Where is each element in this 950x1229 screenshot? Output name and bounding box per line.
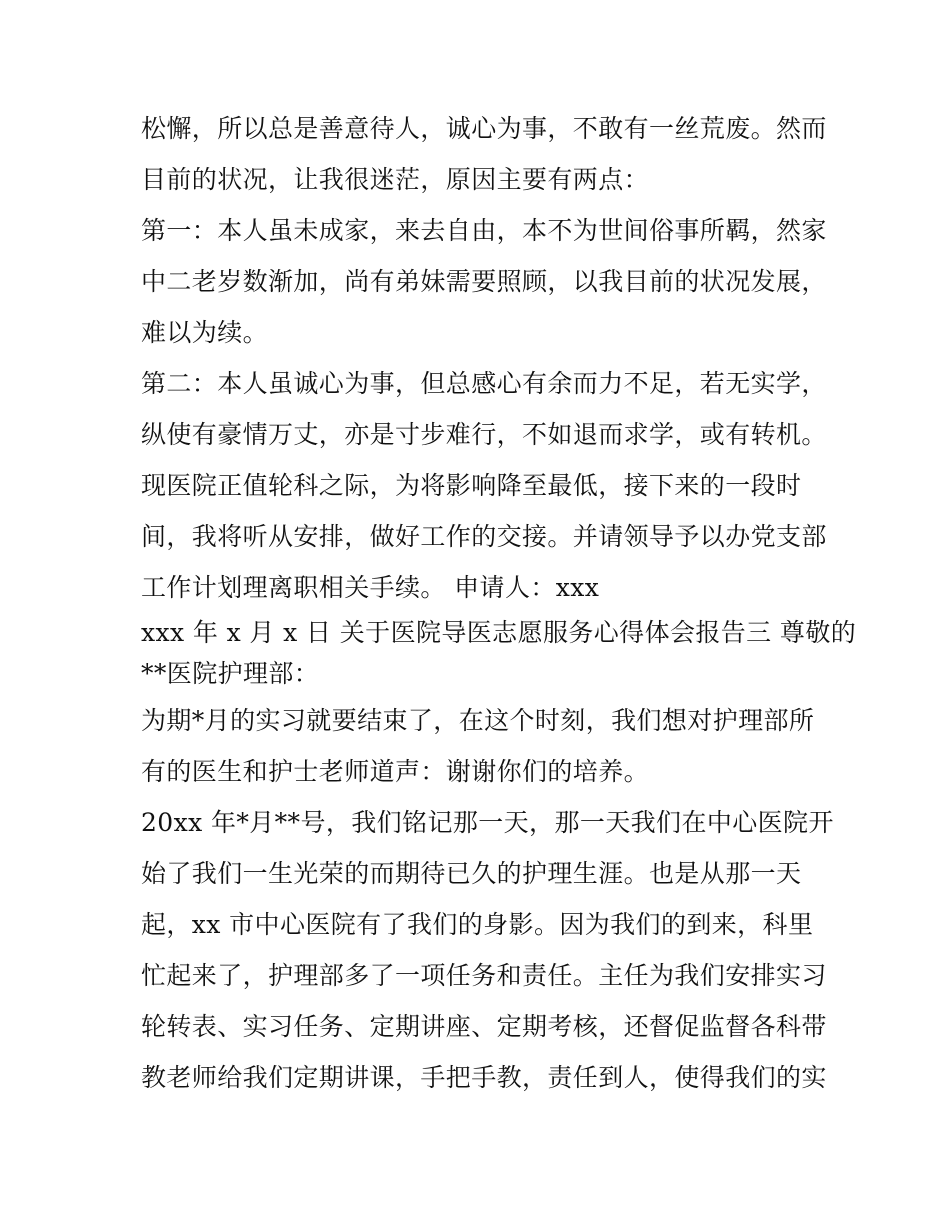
text-line: 忙起来了，护理部多了一项任务和责任。主任为我们安排实习 (141, 961, 827, 990)
text-line: 轮转表、实习任务、定期讲座、定期考核，还督促监督各科带 (141, 1012, 827, 1041)
text-line: 20xx 年*月**号，我们铭记那一天，那一天我们在中心医院开 (141, 808, 834, 837)
text-line: 现医院正值轮科之际，为将影响降至最低，接下来的一段时 (141, 471, 802, 500)
text-line: 有的医生和护士老师道声：谢谢你们的培养。 (141, 757, 650, 786)
text-line: 第一：本人虽未成家，来去自由，本不为世间俗事所羁，然家 (141, 216, 827, 245)
text-line: 难以为续。 (141, 318, 269, 347)
text-line: 起，xx 市中心医院有了我们的身影。因为我们的到来，科里 (141, 910, 814, 939)
text-line: 始了我们一生光荣的而期待已久的护理生涯。也是从那一天 (141, 859, 802, 888)
text-line: xxx 年 x 月 x 日 关于医院导医志愿服务心得体会报告三 尊敬的 (141, 618, 857, 647)
text-line: 教老师给我们定期讲课，手把手教，责任到人，使得我们的实 (141, 1063, 827, 1092)
text-line: 中二老岁数渐加，尚有弟妹需要照顾，以我目前的状况发展， (141, 267, 827, 296)
text-line: 松懈，所以总是善意待人，诚心为事，不敢有一丝荒废。然而 (141, 114, 827, 143)
text-line: **医院护理部： (141, 659, 320, 688)
text-line: 纵使有豪情万丈，亦是寸步难行，不如退而求学，或有转机。 (141, 420, 827, 449)
text-line: 间，我将听从安排，做好工作的交接。并请领导予以办党支部 (141, 522, 827, 551)
text-line: 第二：本人虽诚心为事，但总感心有余而力不足，若无实学， (141, 369, 827, 398)
text-line: 目前的状况，让我很迷茫，原因主要有两点： (141, 165, 650, 194)
text-line: 为期*月的实习就要结束了，在这个时刻，我们想对护理部所 (141, 706, 815, 735)
text-line: 工作计划理离职相关手续。 申请人：xxx (141, 573, 600, 602)
document-body (141, 103, 857, 1103)
